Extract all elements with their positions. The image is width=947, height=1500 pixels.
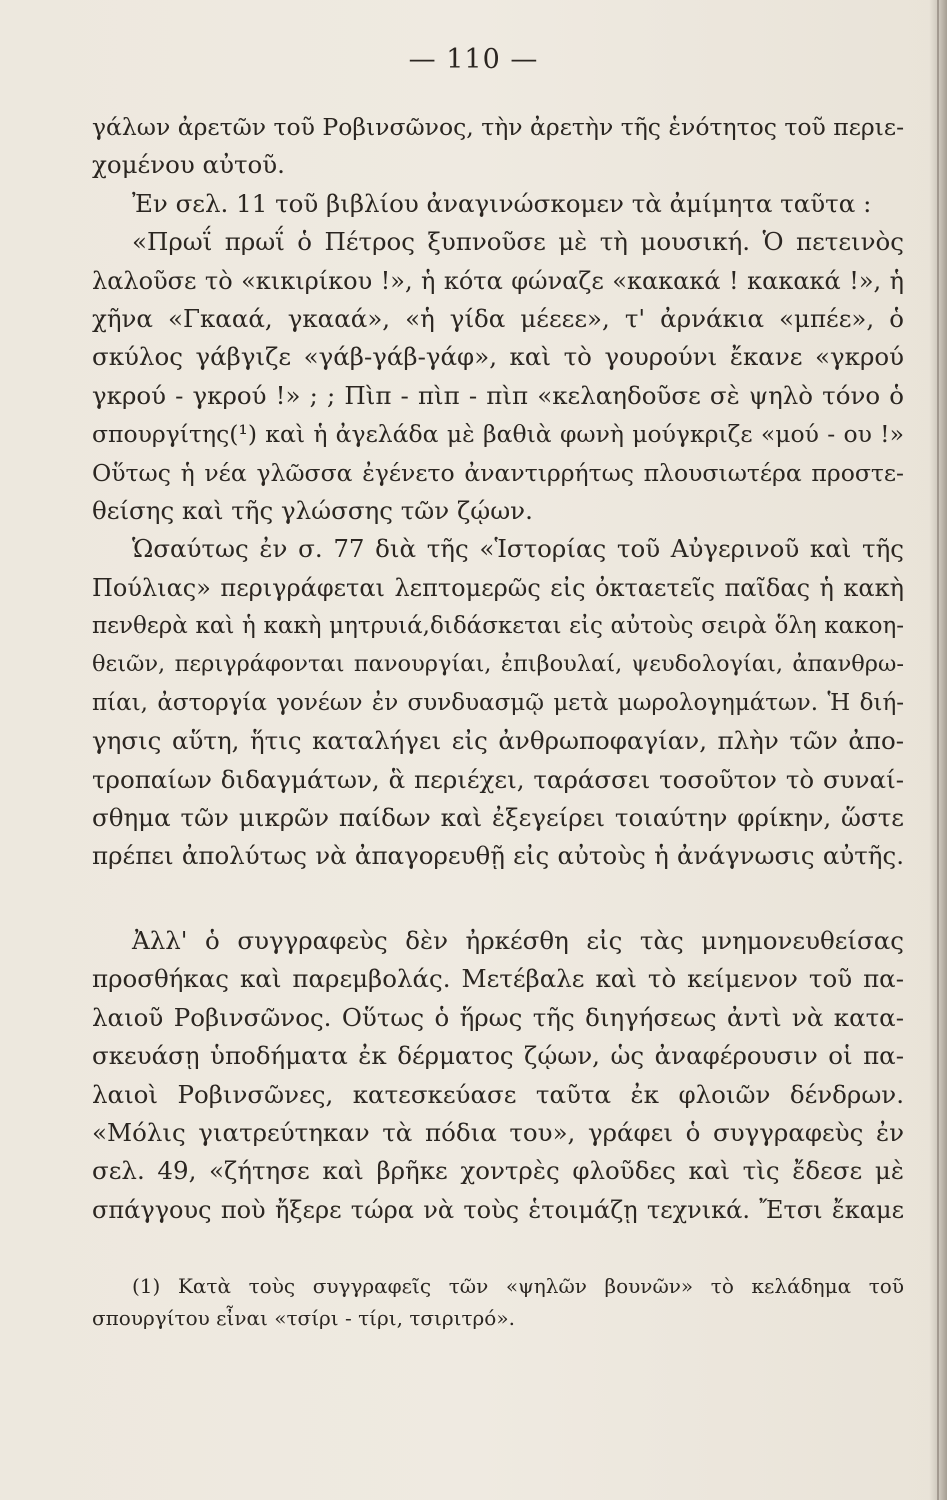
text-line: γκρού - γκρού !» ; ; Πὶπ - πὶπ - πὶπ «κελαηδοῦσε σὲ ψηλὸ τόνο ὁ <box>92 380 904 410</box>
text-line: σθημα τῶν μικρῶν παίδων καὶ ἐξεγείρει τοιαύτην φρίκην, ὥστε <box>92 803 904 833</box>
text-line: σκύλος γάβγιζε «γάβ-γάβ-γάφ», καὶ τὸ γουρούνι ἔκανε «γκρού <box>92 342 904 372</box>
text-line: «Μόλις γιατρεύτηκαν τὰ πόδια του», γράφει ὁ συγγραφεὺς ἐν <box>92 1117 904 1147</box>
main-text-continued <box>92 922 904 1229</box>
text-line: πίαι, ἀστοργία γονέων ἐν συνδυασμῷ μετὰ μωρολογημάτων. Ἡ διή- <box>92 689 904 716</box>
text-line: θειῶν, περιγράφονται πανουργίαι, ἐπιβουλαί, ψευδολογίαι, ἀπανθρω- <box>92 651 904 678</box>
footnote <box>92 1270 904 1334</box>
text-line: πενθερὰ καὶ ἡ κακὴ μητρυιά,διδάσκεται εἰς αὐτοὺς σειρὰ ὅλη κακοη- <box>92 613 904 640</box>
text-line: λαλοῦσε τὸ «κικιρίκου !», ἡ κότα φώναζε «κακακά ! κακακά !», ἡ <box>92 266 904 295</box>
text-line: Ἐν σελ. 11 τοῦ βιβλίου ἀναγινώσκομεν τὰ ἀμίμητα ταῦτα : <box>132 188 872 218</box>
text-line: Ὡσαύτως ἐν σ. 77 διὰ τῆς «Ἱστορίας τοῦ Αὐγερινοῦ καὶ τῆς <box>132 534 904 564</box>
text-line: σκευάσῃ ὑποδήματα ἐκ δέρματος ζῴων, ὡς ἀναφέρουσιν οἱ πα- <box>92 1041 904 1071</box>
text-line: σπάγγους ποὺ ἤξερε τώρα νὰ τοὺς ἑτοιμάζῃ τεχνικά. Ἔτσι ἔκαμε <box>92 1195 904 1224</box>
footnote-line: (1) Κατὰ τοὺς συγγραφεῖς τῶν «ψηλῶν βουνῶν» τὸ κελάδημα τοῦ <box>132 1274 904 1298</box>
text-line: σελ. 49, «ζήτησε καὶ βρῆκε χοντρὲς φλοῦδες καὶ τὶς ἔδεσε μὲ <box>92 1156 904 1186</box>
text-line: Οὕτως ἡ νέα γλῶσσα ἐγένετο ἀναντιρρήτως πλουσιωτέρα προστε- <box>92 458 904 487</box>
text-line: γησις αὕτη, ἥτις καταλήγει εἰς ἀνθρωποφαγίαν, πλὴν τῶν ἀπο- <box>92 726 904 756</box>
text-line: γάλων ἀρετῶν τοῦ Ροβινσῶνος, τὴν ἀρετὴν τῆς ἑνότητος τοῦ περιε- <box>92 113 904 141</box>
text-line: σπουργίτης(¹) καὶ ἡ ἀγελάδα μὲ βαθιὰ φωνὴ μούγκριζε «μού - ου !» <box>92 420 904 449</box>
page-number: — 110 — <box>408 44 539 75</box>
text-line: Πούλιας» περιγράφεται λεπτομερῶς εἰς ὀκταετεῖς παῖδας ἡ κακὴ <box>92 573 904 602</box>
footnote-line: σπουργίτου εἶναι «τσίρι - τίρι, τσιριτρό». <box>92 1306 515 1330</box>
page-edge-line <box>937 0 939 1500</box>
text-line: λαιοῦ Ροβινσῶνος. Οὕτως ὁ ἥρως τῆς διηγήσεως ἀντὶ νὰ κατα- <box>92 1002 904 1032</box>
text-line: χῆνα «Γκααά, γκααά», «ἡ γίδα μέεεε», τ' ἀρνάκια «μπέε», ὁ <box>92 303 904 333</box>
text-line: λαιοὶ Ροβινσῶνες, κατεσκεύασε ταῦτα ἐκ φλοιῶν δένδρων. <box>92 1079 904 1109</box>
main-text <box>92 108 904 876</box>
text-line: τροπαίων διδαγμάτων, ἃ περιέχει, ταράσσει τοσοῦτον τὸ συναί- <box>92 764 904 794</box>
text-line: Ἀλλ' ὁ συγγραφεὺς δὲν ἠρκέσθη εἰς τὰς μνημονευθείσας <box>132 926 904 955</box>
text-line: «Πρωΐ πρωΐ ὁ Πέτρος ξυπνοῦσε μὲ τὴ μουσική. Ὁ πετεινὸς <box>132 227 904 257</box>
text-line: προσθήκας καὶ παρεμβολάς. Μετέβαλε καὶ τὸ κείμενον τοῦ πα- <box>92 964 904 994</box>
text-line: χομένου αὐτοῦ. <box>92 150 285 180</box>
text-line: θείσης καὶ τῆς γλώσσης τῶν ζῴων. <box>92 495 533 525</box>
text-line: πρέπει ἀπολύτως νὰ ἀπαγορευθῇ εἰς αὐτοὺς ἡ ἀνάγνωσις αὐτῆς. <box>92 841 904 871</box>
